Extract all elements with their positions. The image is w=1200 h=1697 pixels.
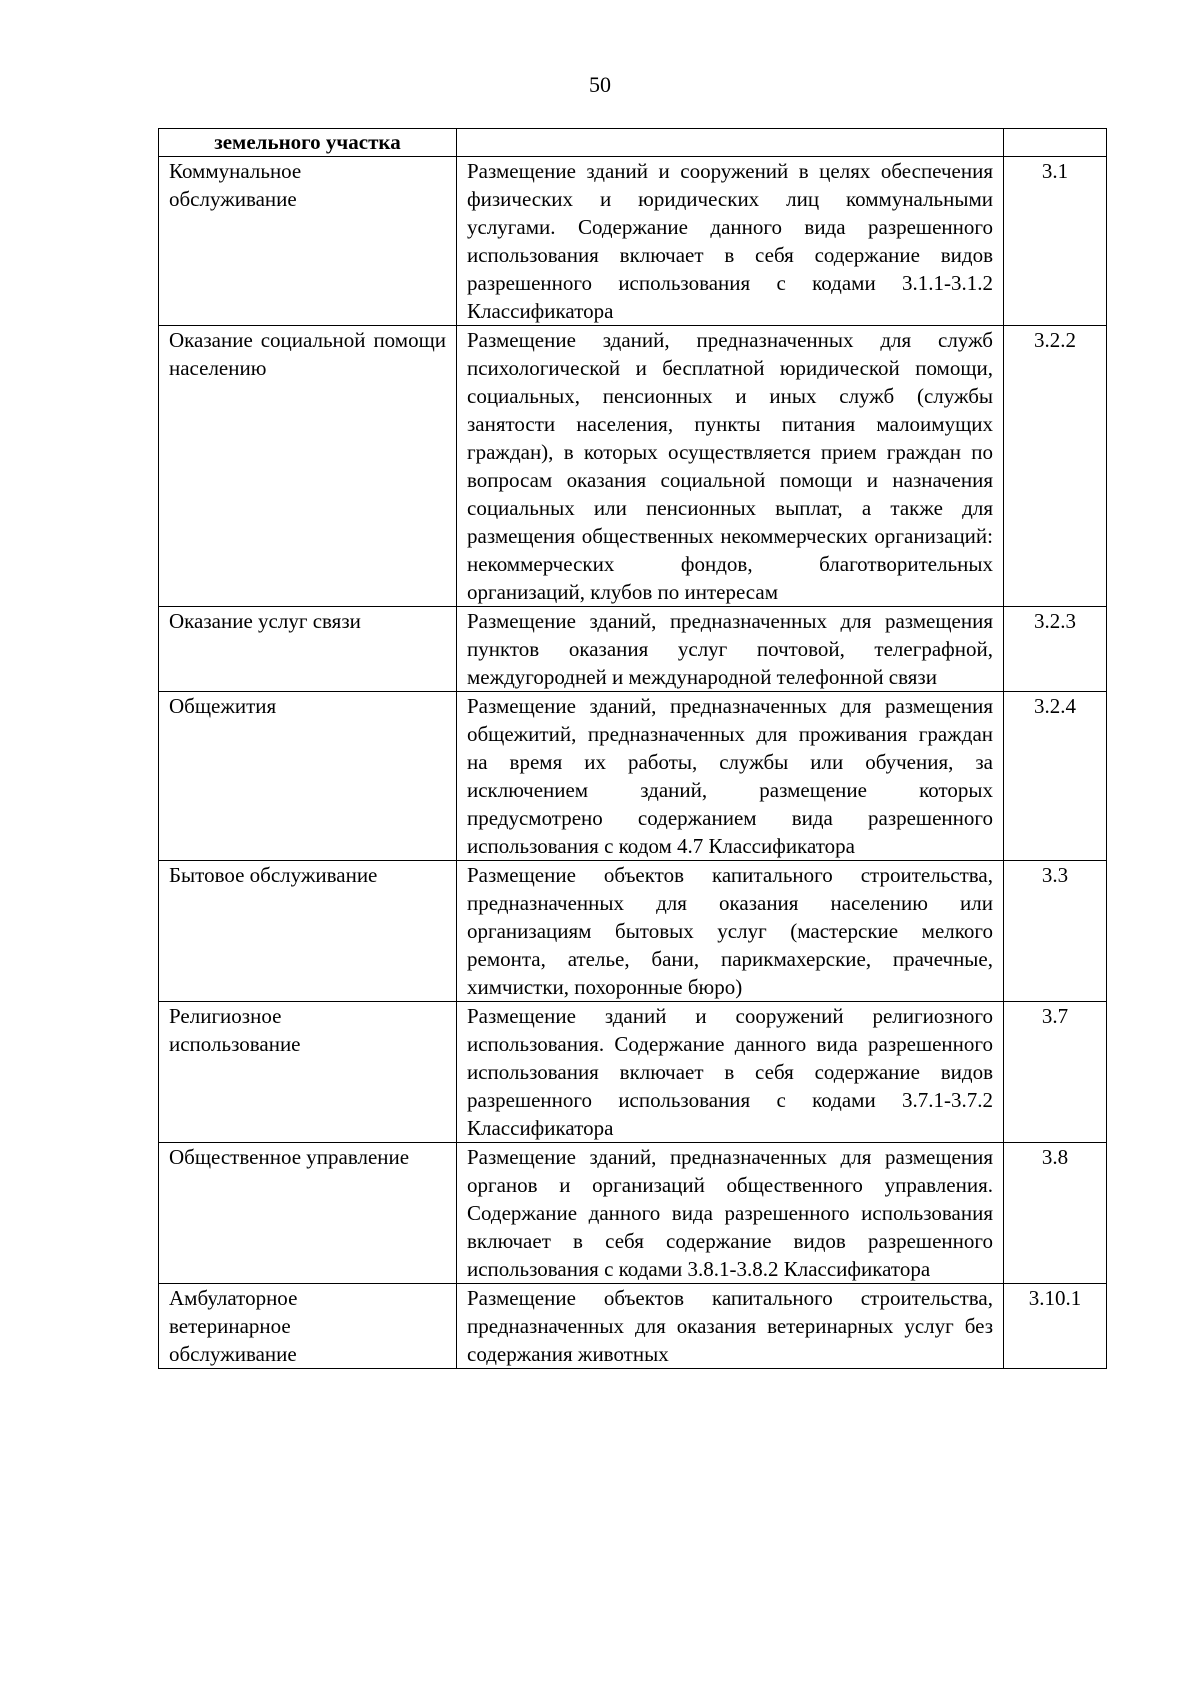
row-code: 3.8 [1004,1143,1107,1284]
row-name: Оказание услуг связи [159,607,457,692]
table-row [159,692,1107,861]
row-description: Размещение зданий, предназначенных для служб психологической и бесплатной юридической помощи, социальных, пенсионных и иных служб (службы занятости населения, пункты питания малоимущих граждан), в которых осуществляется прием граждан по вопросам оказания социальной помощи и назначения социальных или пенсионных выплат, а также для размещения общественных некоммерческих организаций: некоммерческих фондов, благотворительных организаций, клубов по интересам [457,326,1004,607]
header-description-cell [457,129,1004,157]
header-name-cell: земельного участка [159,129,457,157]
row-description: Размещение зданий и сооружений религиозного использования. Содержание данного вида разрешенного использования включает в себя содержание видов разрешенного использования с кодами 3.7.1-3.7.2 Классификатора [457,1002,1004,1143]
row-description: Размещение зданий, предназначенных для размещения органов и организаций общественного управления. Содержание данного вида разрешенного использования включает в себя содержание видов разрешенного использования с кодами 3.8.1-3.8.2 Классификатора [457,1143,1004,1284]
table-row [159,1143,1107,1284]
table-header-row [159,129,1107,157]
table-row [159,607,1107,692]
table-row [159,1284,1107,1369]
row-description: Размещение зданий, предназначенных для размещения пунктов оказания услуг почтовой, телеграфной, междугородней и международной телефонной связи [457,607,1004,692]
row-code: 3.1 [1004,157,1107,326]
row-name: Коммунальное обслуживание [159,157,457,326]
row-name: Бытовое обслуживание [159,861,457,1002]
row-description: Размещение зданий, предназначенных для размещения общежитий, предназначенных для проживания граждан на время их работы, службы или обучения, за исключением зданий, размещение которых предусмотрено содержанием вида разрешенного использования с кодом 4.7 Классификатора [457,692,1004,861]
table-row [159,1002,1107,1143]
row-code: 3.2.3 [1004,607,1107,692]
row-code: 3.7 [1004,1002,1107,1143]
row-code: 3.2.2 [1004,326,1107,607]
row-description: Размещение зданий и сооружений в целях обеспечения физических и юридических лиц коммунальными услугами. Содержание данного вида разрешенного использования включает в себя содержание видов разрешенного использования с кодами 3.1.1-3.1.2 Классификатора [457,157,1004,326]
row-name: Амбулаторное ветеринарное обслуживание [159,1284,457,1369]
table-row [159,157,1107,326]
row-code: 3.2.4 [1004,692,1107,861]
table-row [159,861,1107,1002]
row-name: Общежития [159,692,457,861]
row-name: Религиозное использование [159,1002,457,1143]
row-code: 3.10.1 [1004,1284,1107,1369]
header-code-cell [1004,129,1107,157]
table-row [159,326,1107,607]
row-description: Размещение объектов капитального строительства, предназначенных для оказания населению или организациям бытовых услуг (мастерские мелкого ремонта, ателье, бани, парикмахерские, прачечные, химчистки, похоронные бюро) [457,861,1004,1002]
row-description: Размещение объектов капитального строительства, предназначенных для оказания ветеринарных услуг без содержания животных [457,1284,1004,1369]
land-use-table [158,128,1107,1369]
row-name: Общественное управление [159,1143,457,1284]
page-number: 50 [589,72,611,97]
row-code: 3.3 [1004,861,1107,1002]
row-name: Оказание социальной помощи населению [159,326,457,607]
